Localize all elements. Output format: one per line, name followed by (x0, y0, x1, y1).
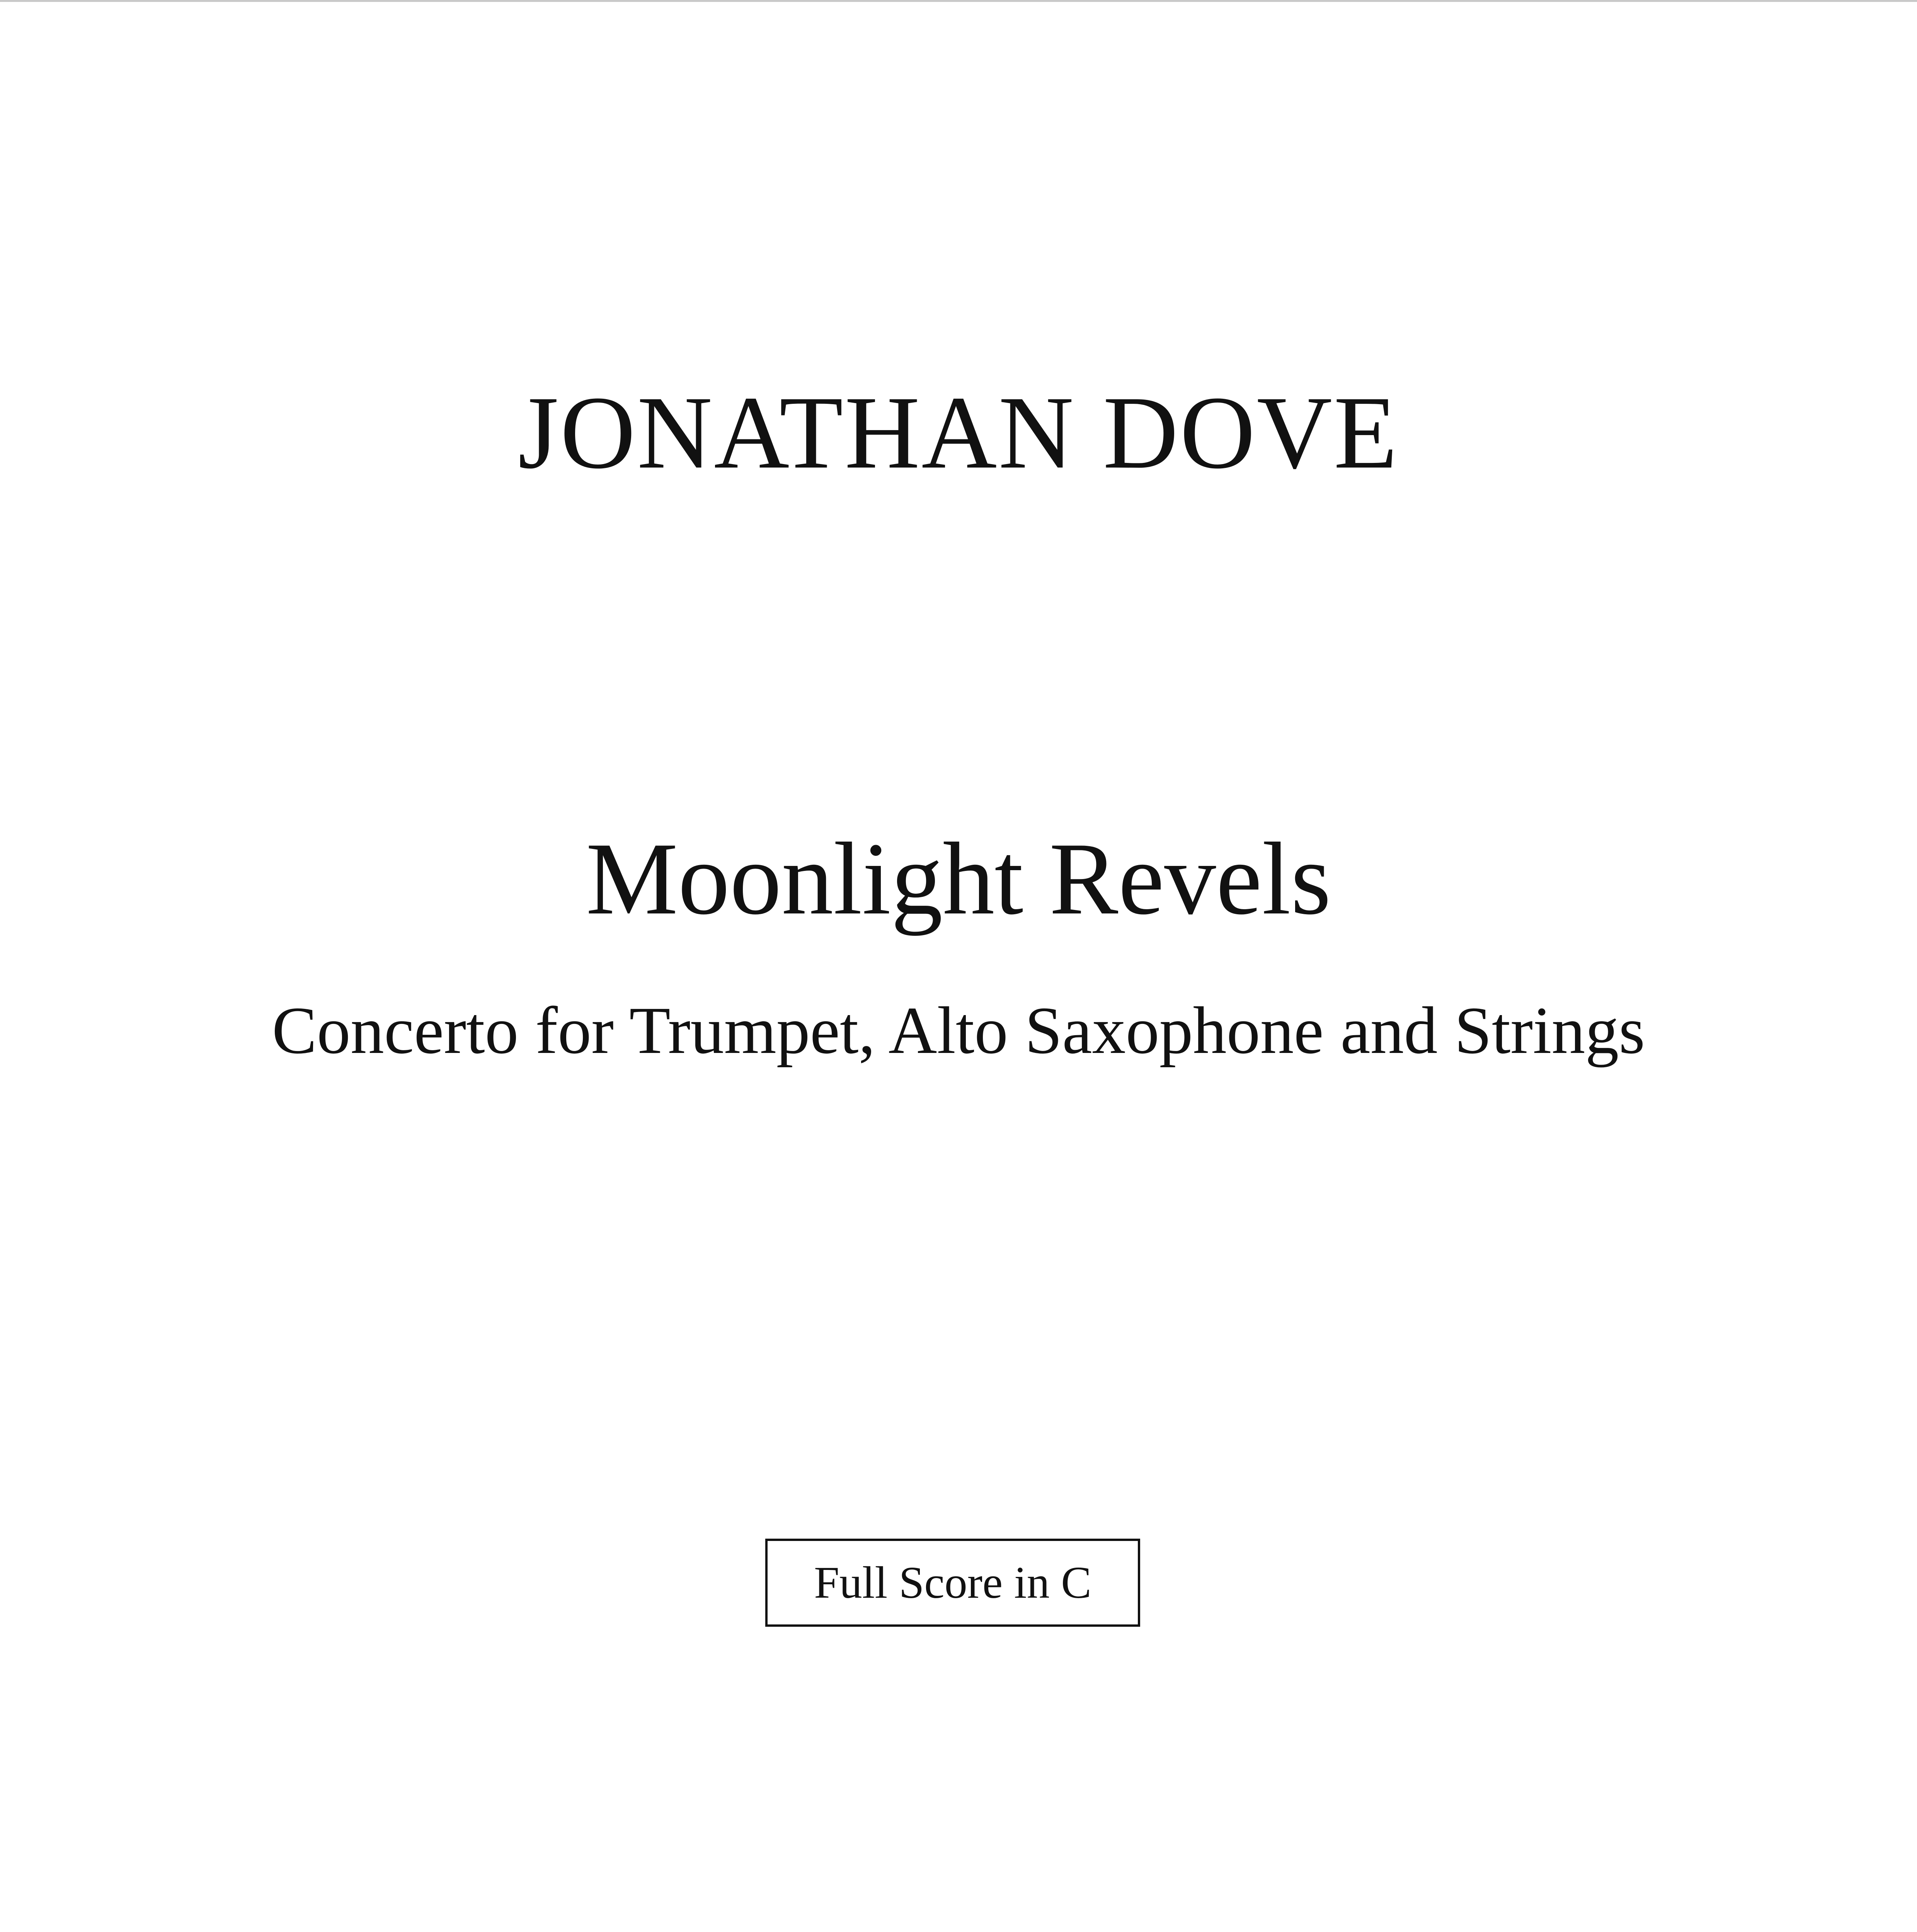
work-title: Moonlight Revels (586, 821, 1331, 936)
score-type-label: Full Score in C (814, 1557, 1091, 1608)
work-subtitle: Concerto for Trumpet, Alto Saxophone and Strings (272, 993, 1645, 1068)
composer-name: JONATHAN DOVE (518, 375, 1399, 490)
top-border-rule (0, 0, 1917, 2)
score-type-box (765, 1539, 1140, 1627)
